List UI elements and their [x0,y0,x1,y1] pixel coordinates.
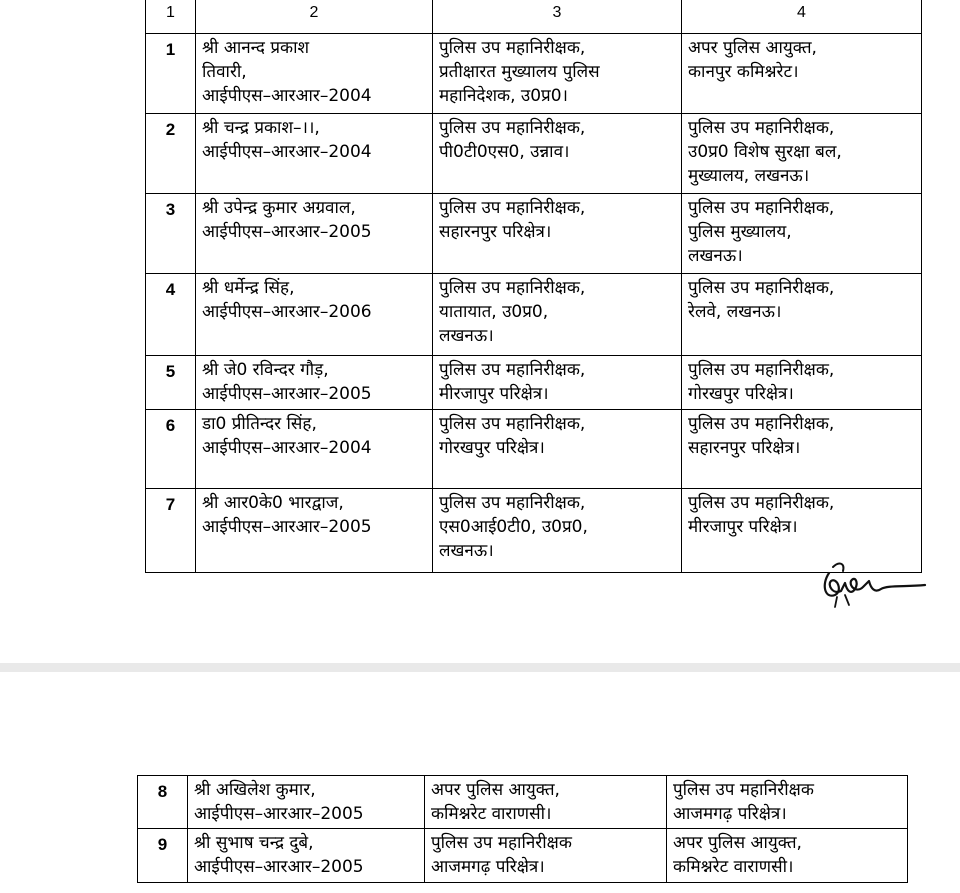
new-posting: पुलिस उप महानिरीक्षक, पुलिस मुख्यालय, लखनऊ। [682,194,922,274]
new-posting: पुलिस उप महानिरीक्षक, गोरखपुर परिक्षेत्र। [682,356,922,410]
current-posting: पुलिस उप महानिरीक्षक, एस0आई0टी0, उ0प्र0, लखनऊ। [433,489,682,573]
new-posting: पुलिस उप महानिरीक्षक, रेलवे, लखनऊ। [682,274,922,356]
officer-name: श्री उपेन्द्र कुमार अग्रवाल, आईपीएस–आरआर–2005 [196,194,433,274]
current-posting: पुलिस उप महानिरीक्षक आजमगढ़ परिक्षेत्र। [425,829,667,883]
officer-name: श्री जे0 रविन्दर गौड़, आईपीएस–आरआर–2005 [196,356,433,410]
header-col-4: 4 [682,0,922,34]
officer-name: श्री आनन्द प्रकाश तिवारी, आईपीएस–आरआर–2004 [196,34,433,114]
current-posting: पुलिस उप महानिरीक्षक, सहारनपुर परिक्षेत्र। [433,194,682,274]
current-posting: पुलिस उप महानिरीक्षक, पी0टी0एस0, उन्नाव। [433,114,682,194]
header-row [146,0,922,34]
handwritten-signature [815,555,927,610]
serial-number: 1 [146,34,196,114]
new-posting: अपर पुलिस आयुक्त, कानपुर कमिश्नरेट। [682,34,922,114]
current-posting: पुलिस उप महानिरीक्षक, प्रतीक्षारत मुख्यालय पुलिस महानिदेशक, उ0प्र0। [433,34,682,114]
serial-number: 6 [146,410,196,489]
table-row [146,356,922,410]
new-posting: पुलिस उप महानिरीक्षक, मीरजापुर परिक्षेत्र। [682,489,922,573]
serial-number: 2 [146,114,196,194]
table-row [146,274,922,356]
table-row [138,776,908,829]
serial-number: 5 [146,356,196,410]
table-row [138,829,908,883]
current-posting: पुलिस उप महानिरीक्षक, गोरखपुर परिक्षेत्र। [433,410,682,489]
document-page-2 [0,672,960,893]
new-posting: अपर पुलिस आयुक्त, कमिश्नरेट वाराणसी। [667,829,908,883]
serial-number: 4 [146,274,196,356]
officer-name: डा0 प्रीतिन्दर सिंह, आईपीएस–आरआर–2004 [196,410,433,489]
officer-name: श्री आर0के0 भारद्वाज, आईपीएस–आरआर–2005 [196,489,433,573]
current-posting: पुलिस उप महानिरीक्षक, मीरजापुर परिक्षेत्र। [433,356,682,410]
table-row [146,114,922,194]
officer-name: श्री सुभाष चन्द्र दुबे, आईपीएस–आरआर–2005 [188,829,425,883]
page-separator [0,663,960,672]
officer-name: श्री अखिलेश कुमार, आईपीएस–आरआर–2005 [188,776,425,829]
new-posting: पुलिस उप महानिरीक्षक, उ0प्र0 विशेष सुरक्षा बल, मुख्यालय, लखनऊ। [682,114,922,194]
current-posting: अपर पुलिस आयुक्त, कमिश्नरेट वाराणसी। [425,776,667,829]
officer-name: श्री चन्द्र प्रकाश–।।, आईपीएस–आरआर–2004 [196,114,433,194]
header-col-3: 3 [433,0,682,34]
new-posting: पुलिस उप महानिरीक्षक आजमगढ़ परिक्षेत्र। [667,776,908,829]
table-row [146,34,922,114]
transfer-table-page-1 [145,0,922,573]
serial-number: 8 [138,776,188,829]
table-row [146,410,922,489]
serial-number: 3 [146,194,196,274]
header-col-2: 2 [196,0,433,34]
transfer-table-page-2 [137,775,908,883]
current-posting: पुलिस उप महानिरीक्षक, यातायात, उ0प्र0, लखनऊ। [433,274,682,356]
serial-number: 9 [138,829,188,883]
new-posting: पुलिस उप महानिरीक्षक, सहारनपुर परिक्षेत्र। [682,410,922,489]
table-row [146,194,922,274]
header-col-1: 1 [146,0,196,34]
table-row [146,489,922,573]
serial-number: 7 [146,489,196,573]
officer-name: श्री धर्मेन्द्र सिंह, आईपीएस–आरआर–2006 [196,274,433,356]
